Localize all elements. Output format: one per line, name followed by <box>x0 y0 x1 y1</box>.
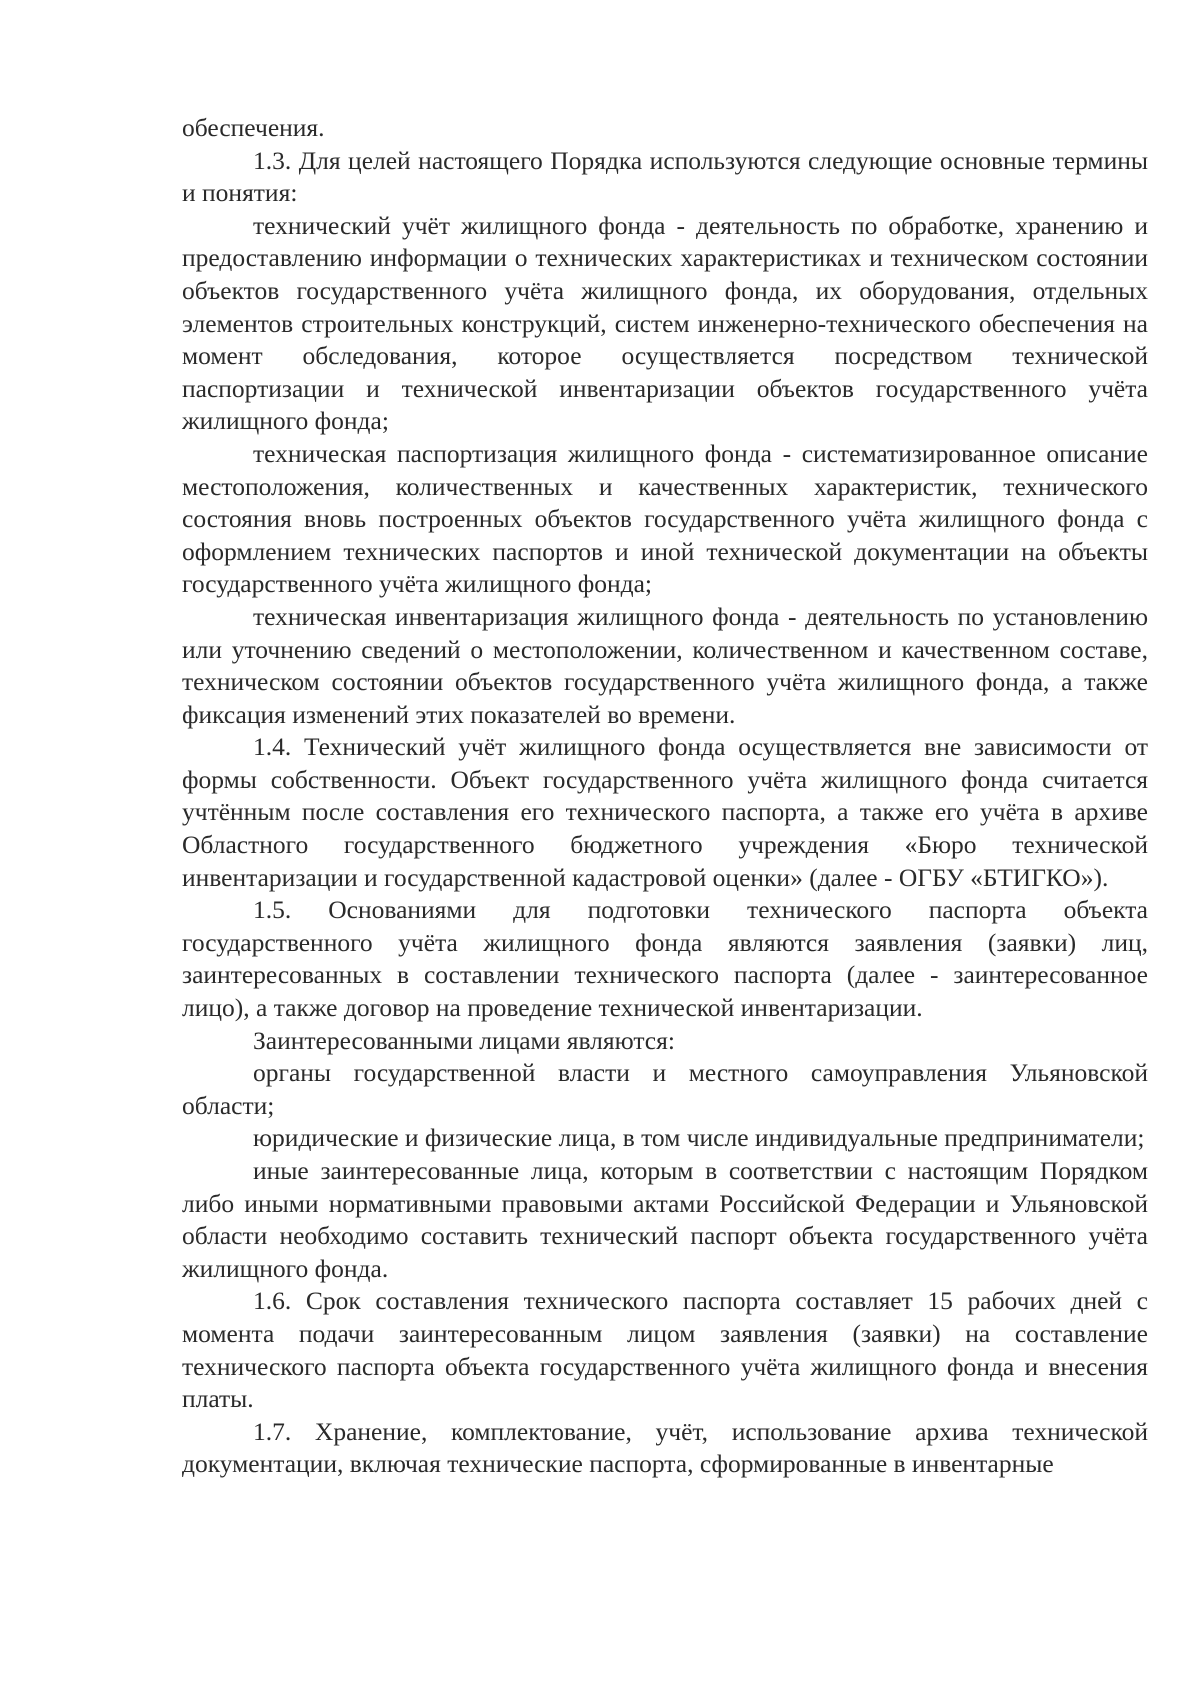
paragraph-1-6: 1.6. Срок составления технического паспорта составляет 15 рабочих дней с момента подачи заинтересованным лицом заявления (заявки) на составление технического паспорта объекта государственного учёта жилищного фонда и внесения платы. <box>182 1286 1148 1414</box>
paragraph-1-5: 1.5. Основаниями для подготовки технического паспорта объекта государственного учёта жилищного фонда являются заявления (заявки) лиц, заинтересованных в составлении технического паспорта (далее - заинтересованное лицо), а также договор на проведение технической инвентаризации. <box>182 895 1148 1023</box>
paragraph-item-legal-entities: юридические и физические лица, в том числе индивидуальные предприниматели; <box>253 1123 1145 1153</box>
document-page <box>182 112 1148 1481</box>
paragraph-term-technical-inventory: техническая инвентаризация жилищного фонда - деятельность по установлению или уточнению сведений о местоположении, количественном и качественном составе, техническом состоянии объектов государственного учёта жилищного фонда, а также фиксация изменений этих показателей во времени. <box>182 601 1148 729</box>
paragraph-item-other-persons: иные заинтересованные лица, которым в соответствии с настоящим Порядком либо иными нормативными правовыми актами Российской Федерации и Ульяновской области необходимо составить технический паспорт объекта государственного учёта жилищного фонда. <box>182 1156 1148 1283</box>
paragraph-1-3: 1.3. Для целей настоящего Порядка используются следующие основные термины и понятия: <box>182 145 1148 208</box>
paragraph-term-technical-accounting: технический учёт жилищного фонда - деятельность по обработке, хранению и предоставлению информации о технических характеристиках и техническом состоянии объектов государственного учёта жилищного фонда, их оборудования, отдельных элементов строительных конструкций, систем инженерно-технического обеспечения на момент обследования, которое осуществляется посредством технической паспортизации и технической инвентаризации объектов государственного учёта жилищного фонда; <box>182 210 1148 436</box>
paragraph-term-technical-passportization: техническая паспортизация жилищного фонда - систематизированное описание местоположения, количественных и качественных характеристик, технического состояния вновь построенных объектов государственного учёта жилищного фонда с оформлением технических паспортов и иной технической документации на объекты государственного учёта жилищного фонда; <box>182 438 1148 599</box>
paragraph-continuation: обеспечения. <box>182 113 325 142</box>
paragraph-1-7: 1.7. Хранение, комплектование, учёт, использование архива технической документации, включая технические паспорта, сформированные в инвентарные <box>182 1416 1148 1479</box>
paragraph-interested-persons: Заинтересованными лицами являются: <box>253 1025 675 1055</box>
paragraph-item-authorities: органы государственной власти и местного самоуправления Ульяновской области; <box>182 1058 1148 1120</box>
paragraph-1-4: 1.4. Технический учёт жилищного фонда осуществляется вне зависимости от формы собственности. Объект государственного учёта жилищного фонда считается учтённым после составления его технического паспорта, а также его учёта в архиве Областного государственного бюджетного учреждения «Бюро технической инвентаризации и государственной кадастровой оценки» (далее - ОГБУ «БТИГКО»). <box>182 732 1148 892</box>
